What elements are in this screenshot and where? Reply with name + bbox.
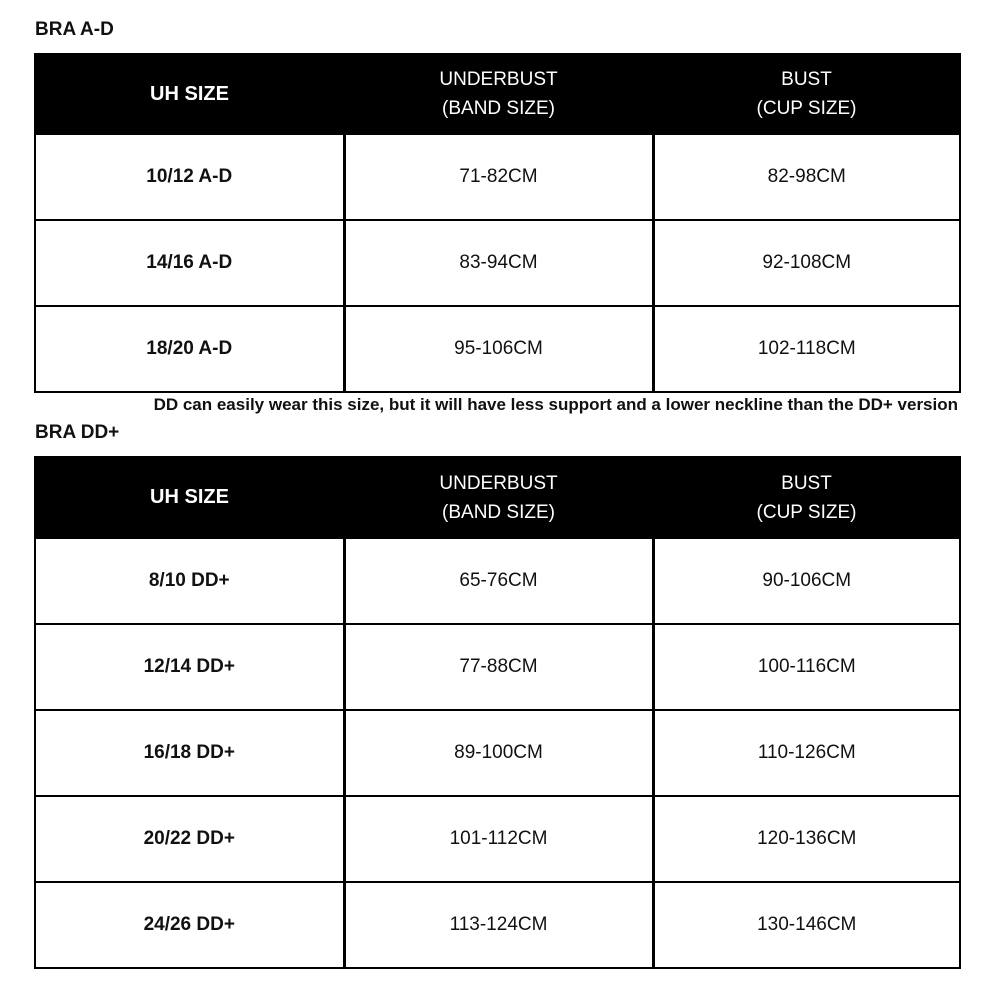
cell-uh-size: 18/20 A-D xyxy=(35,306,344,392)
header-underbust-line1: UNDERBUST xyxy=(439,472,558,494)
size-table-bra-dd-plus xyxy=(34,456,961,969)
table-row xyxy=(35,624,960,710)
cell-bust: 130-146CM xyxy=(653,882,960,968)
table-row xyxy=(35,306,960,392)
header-underbust-line2: (BAND SIZE) xyxy=(442,501,555,523)
cell-underbust: 83-94CM xyxy=(344,220,653,306)
cell-underbust: 77-88CM xyxy=(344,624,653,710)
size-table-bra-a-d xyxy=(34,53,961,393)
cell-bust: 92-108CM xyxy=(653,220,960,306)
header-bust-line2: (CUP SIZE) xyxy=(756,98,857,119)
section-title-bra-dd-plus: BRA DD+ xyxy=(35,422,120,443)
header-bust xyxy=(653,54,960,134)
table-row xyxy=(35,796,960,882)
header-bust-line1: BUST xyxy=(781,472,832,494)
table-row xyxy=(35,538,960,624)
cell-uh-size: 16/18 DD+ xyxy=(35,710,344,796)
cell-bust: 102-118CM xyxy=(653,306,960,392)
header-uh-size: UH SIZE xyxy=(35,457,344,538)
header-bust-line1: BUST xyxy=(781,69,832,90)
cell-uh-size: 14/16 A-D xyxy=(35,220,344,306)
cell-bust: 100-116CM xyxy=(653,624,960,710)
header-bust-line2: (CUP SIZE) xyxy=(756,501,857,523)
table-header-row xyxy=(35,457,960,538)
cell-underbust: 71-82CM xyxy=(344,134,653,220)
cell-underbust: 65-76CM xyxy=(344,538,653,624)
table-row xyxy=(35,882,960,968)
cell-bust: 90-106CM xyxy=(653,538,960,624)
cell-underbust: 95-106CM xyxy=(344,306,653,392)
cell-uh-size: 20/22 DD+ xyxy=(35,796,344,882)
cell-underbust: 113-124CM xyxy=(344,882,653,968)
cell-bust: 110-126CM xyxy=(653,710,960,796)
header-underbust xyxy=(344,54,653,134)
table-row xyxy=(35,220,960,306)
table-header-row xyxy=(35,54,960,134)
header-underbust-line1: UNDERBUST xyxy=(439,69,558,90)
cell-uh-size: 8/10 DD+ xyxy=(35,538,344,624)
table-row xyxy=(35,134,960,220)
cell-underbust: 89-100CM xyxy=(344,710,653,796)
cell-bust: 82-98CM xyxy=(653,134,960,220)
cell-uh-size: 10/12 A-D xyxy=(35,134,344,220)
header-underbust-line2: (BAND SIZE) xyxy=(442,98,555,119)
header-bust xyxy=(653,457,960,538)
cell-underbust: 101-112CM xyxy=(344,796,653,882)
section-title-bra-a-d: BRA A-D xyxy=(35,19,114,40)
cell-uh-size: 24/26 DD+ xyxy=(35,882,344,968)
cell-bust: 120-136CM xyxy=(653,796,960,882)
fit-note: DD can easily wear this size, but it will have less support and a lower neckline than the DD+ version xyxy=(153,395,958,414)
cell-uh-size: 12/14 DD+ xyxy=(35,624,344,710)
table-row xyxy=(35,710,960,796)
header-uh-size: UH SIZE xyxy=(35,54,344,134)
header-underbust xyxy=(344,457,653,538)
